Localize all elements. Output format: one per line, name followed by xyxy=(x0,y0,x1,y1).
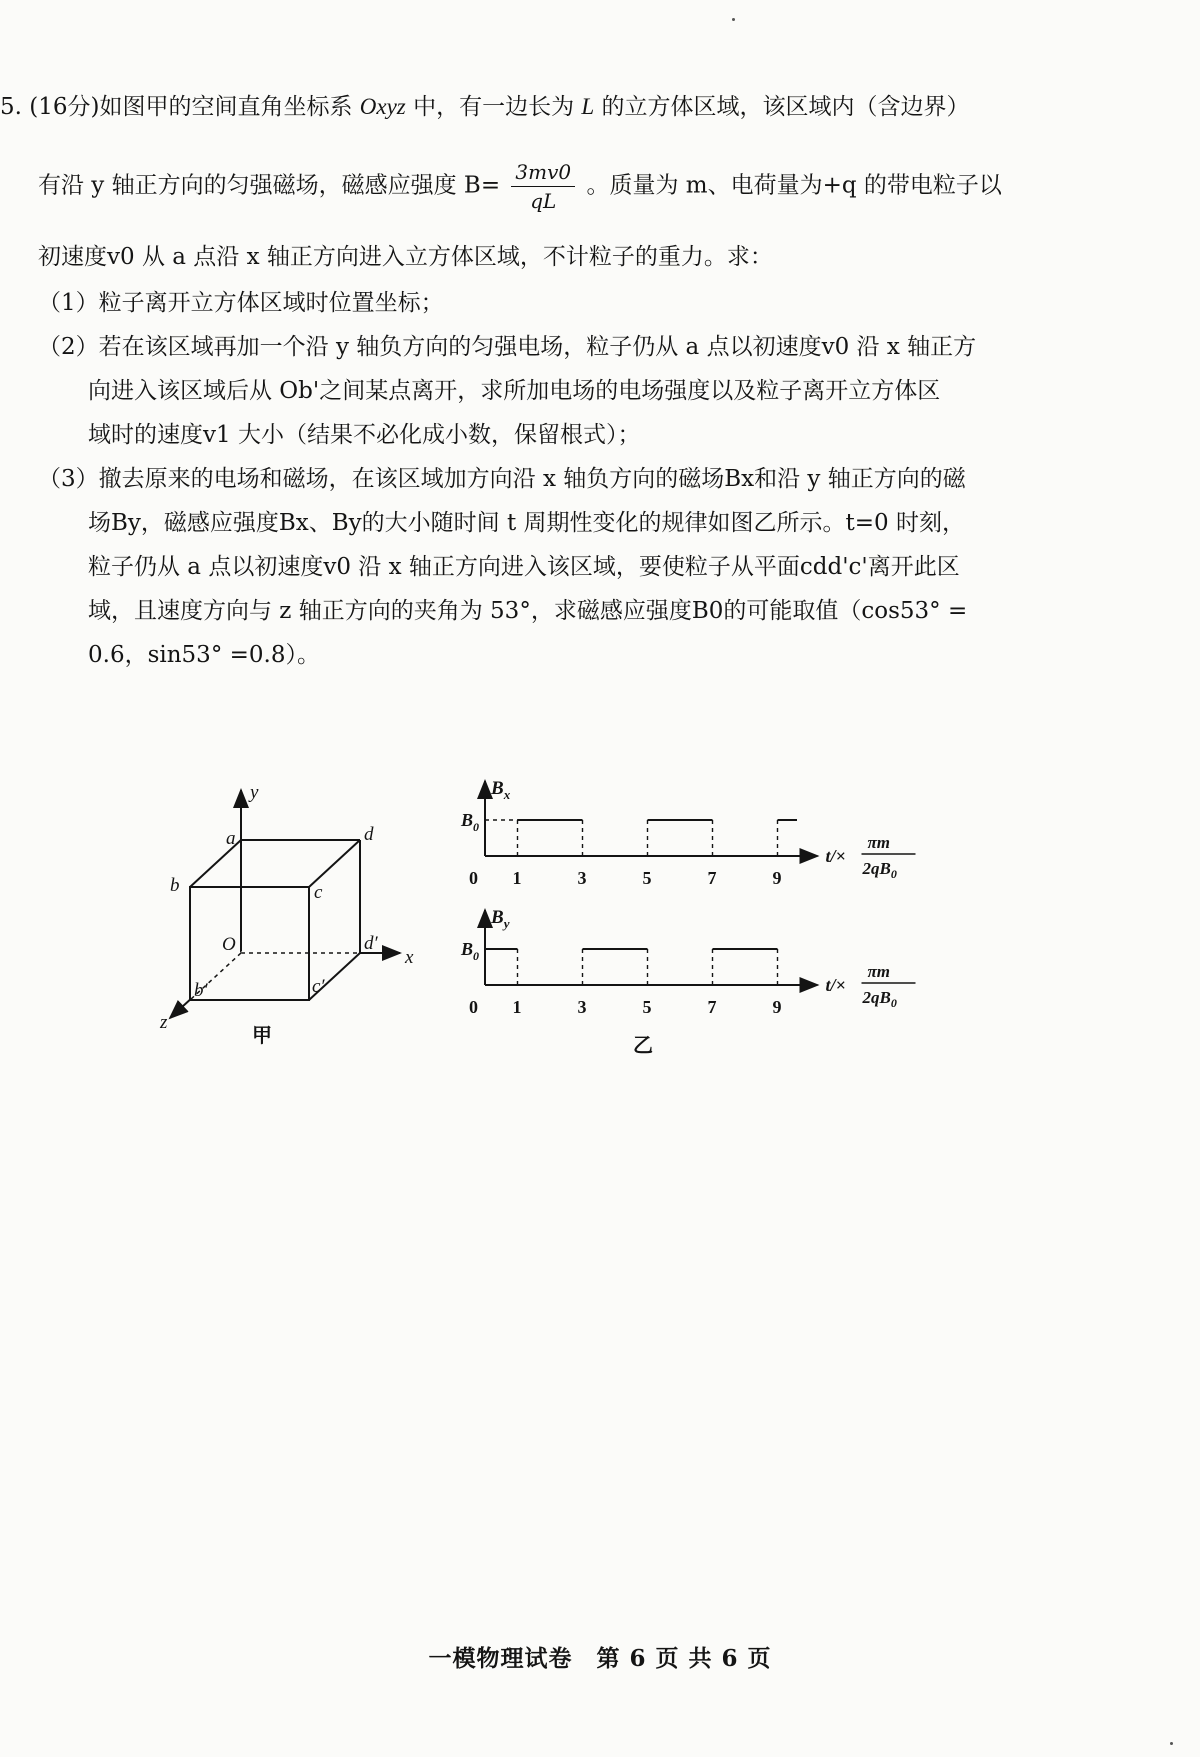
question-line-2 xyxy=(38,160,1002,213)
edge-length-symbol: L xyxy=(581,94,595,119)
label-O: O xyxy=(222,934,236,955)
tick-label-1-1: 1 xyxy=(512,868,522,888)
tick-label-2-5: 5 xyxy=(642,997,652,1017)
tick-label-1-9: 9 xyxy=(772,868,782,888)
label-x: x xyxy=(405,947,414,968)
field-fraction xyxy=(511,160,575,213)
part-2-line-1: （2）若在该区域再加一个沿 y 轴负方向的匀强电场，粒子仍从 a 点以初速度v0 沿 x 轴正方 xyxy=(38,334,977,360)
label-d-prime: d′ xyxy=(364,933,378,954)
page-footer: 一模物理试卷 第 6 页 共 6 页 xyxy=(428,1645,772,1672)
label-c-prime: c′ xyxy=(312,976,325,997)
label-d: d xyxy=(364,824,374,845)
label-b: b xyxy=(170,875,180,896)
level-label-1: $B_0$ xyxy=(461,810,480,834)
question-line-3: 初速度v0 从 a 点沿 x 轴正方向进入立方体区域，不计粒子的重力。求： xyxy=(38,244,773,270)
scan-speck xyxy=(1170,1742,1173,1745)
t-prefix-2: t/× xyxy=(825,975,846,995)
t-unit-num-2: πm xyxy=(867,962,891,981)
header-text: 5. (16分)如图甲的空间直角坐标系 xyxy=(0,94,353,120)
tick-label-2-9: 9 xyxy=(772,997,782,1017)
origin-label-2: 0 xyxy=(469,997,478,1017)
part-2-line-3: 域时的速度v1 大小（结果不必化成小数，保留根式）； xyxy=(88,422,641,448)
tick-label-2-1: 1 xyxy=(512,997,522,1017)
coord-system: Oxyz xyxy=(359,94,406,119)
part-3-line-5: 0.6，sin53° =0.8）。 xyxy=(88,642,320,668)
label-b-prime: b′ xyxy=(194,980,208,1001)
axis-ylabel-2: $B_y$ xyxy=(491,907,510,931)
part-1: （1）粒子离开立方体区域时位置坐标； xyxy=(38,290,444,316)
label-z: z xyxy=(160,1012,168,1033)
caption-yi: 乙 xyxy=(633,1035,653,1057)
tick-label-2-7: 7 xyxy=(707,997,717,1017)
line2-b: 。质量为 m、电荷量为+q 的带电粒子以 xyxy=(586,172,1002,199)
part-3-line-2: 场By，磁感应强度Bx、By的大小随时间 t 周期性变化的规律如图乙所示。t=0 时刻， xyxy=(88,510,965,536)
tick-label-2-3: 3 xyxy=(577,997,587,1017)
header-rest: 中，有一边长为 xyxy=(413,94,575,120)
fraction-denominator: qL xyxy=(530,189,557,213)
cube-figure xyxy=(150,770,414,1050)
tick-label-1-5: 5 xyxy=(642,868,652,888)
label-a: a xyxy=(226,828,236,849)
origin-label-1: 0 xyxy=(469,868,478,888)
time-plots-figure xyxy=(450,770,930,1060)
part-2-line-2: 向进入该区域后从 Ob'之间某点离开，求所加电场的电场强度以及粒子离开立方体区 xyxy=(88,378,941,404)
t-unit-den-2: $2qB_0$ xyxy=(862,988,897,1010)
label-y: y xyxy=(250,782,259,803)
question-header xyxy=(0,88,970,121)
fraction-numerator: 3mv0 xyxy=(511,160,575,187)
part-3-line-1: （3）撤去原来的电场和磁场，在该区域加方向沿 x 轴负方向的磁场Bx和沿 y 轴正方向的磁 xyxy=(38,466,966,492)
tick-label-1-7: 7 xyxy=(707,868,717,888)
part-3-line-4: 域，且速度方向与 z 轴正方向的夹角为 53°，求磁感应强度B0的可能取值（cos53° = xyxy=(88,598,968,624)
t-unit-num-1: πm xyxy=(867,833,891,852)
t-unit-den-1: $2qB_0$ xyxy=(862,859,897,881)
axis-ylabel-1: $B_x$ xyxy=(491,778,511,802)
header-tail: 的立方体区域，该区域内（含边界） xyxy=(601,94,970,120)
level-label-2: $B_0$ xyxy=(461,939,480,963)
scan-speck xyxy=(732,18,735,21)
caption-jia: 甲 xyxy=(252,1025,272,1047)
tick-label-1-3: 3 xyxy=(577,868,587,888)
t-prefix-1: t/× xyxy=(825,846,846,866)
part-3-line-3: 粒子仍从 a 点以初速度v0 沿 x 轴正方向进入该区域，要使粒子从平面cdd'c'离开此区 xyxy=(88,554,960,580)
line2-a: 有沿 y 轴正方向的匀强磁场，磁感应强度 B= xyxy=(38,172,501,199)
label-c: c xyxy=(314,882,323,903)
